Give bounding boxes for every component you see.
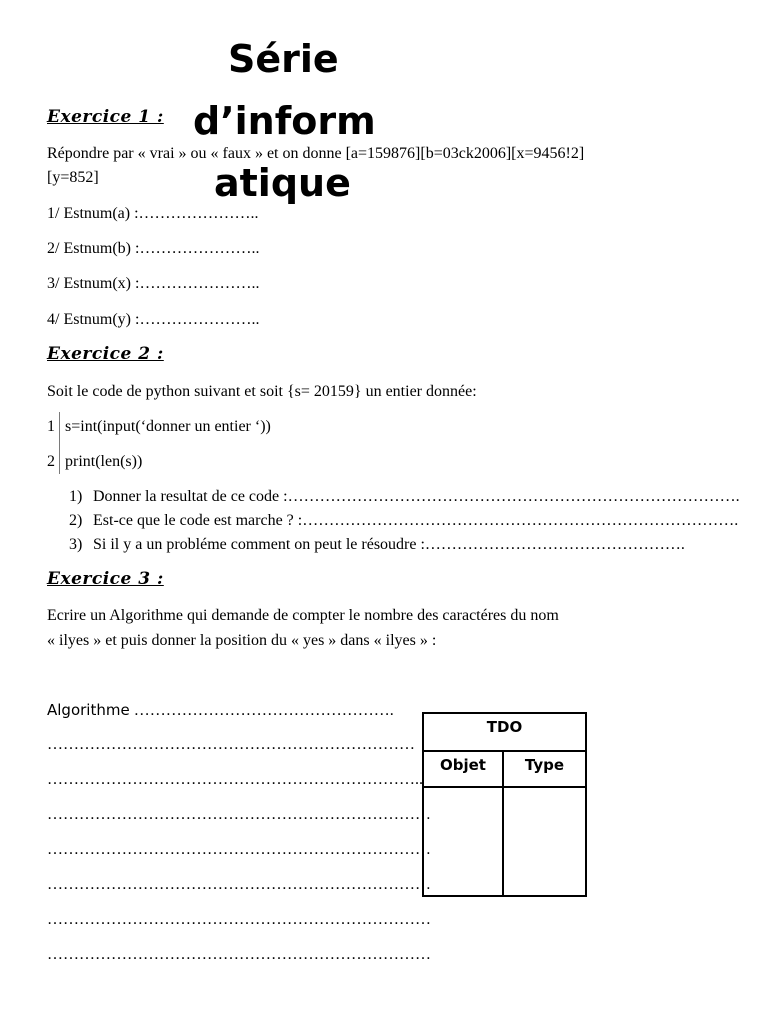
- algorithm-dot-line: ………………………………………………………………: [47, 841, 431, 858]
- algorithm-dot-line: ……………………………………………………………..: [47, 771, 423, 788]
- code-gutter-line: [59, 412, 60, 474]
- exercice-3-line-1: Ecrire un Algorithme qui demande de compter le nombre des caractéres du nom: [47, 607, 559, 624]
- title-line-2: d’inform: [193, 99, 376, 143]
- algorithm-dot-line: ………………………………………………………………: [47, 946, 431, 963]
- exercice-2-heading: Exercice 2 :: [47, 344, 164, 364]
- title-line-3: atique: [214, 161, 351, 205]
- algorithm-dots: ………………………………………….: [133, 702, 394, 719]
- exercice-1-intro-line-2: [y=852]: [47, 169, 99, 186]
- exercice-2-question-1-number: 1): [69, 488, 83, 505]
- tdo-cell-type-empty[interactable]: [504, 790, 585, 895]
- exercice-2-question-3-number: 3): [69, 536, 83, 553]
- tdo-cell-objet-empty[interactable]: [424, 790, 502, 895]
- exercice-1-heading: Exercice 1 :: [47, 107, 164, 127]
- tdo-column-objet: Objet: [440, 756, 486, 774]
- exercice-2-question-3: Si il y a un probléme comment on peut le résoudre :………………………………………….: [93, 536, 685, 553]
- tdo-table-divider: [424, 786, 585, 788]
- title-line-1: Série: [228, 37, 339, 81]
- tdo-table-title: TDO: [486, 718, 523, 736]
- code-line-number-1: 1: [47, 418, 55, 435]
- exercice-1-intro-line-1: Répondre par « vrai » ou « faux » et on donne [a=159876][b=03ck2006][x=9456!2]: [47, 145, 585, 162]
- exercice-2-question-2-number: 2): [69, 512, 83, 529]
- algorithm-dot-line: ……………………………………………………………: [47, 736, 415, 753]
- exercice-2-question-1: Donner la resultat de ce code :………………………………………………………………………….: [93, 488, 740, 505]
- exercice-2-question-2: Est-ce que le code est marche ? :……………………………………………………………………….: [93, 512, 739, 529]
- exercice-2-intro: Soit le code de python suivant et soit {s= 20159} un entier donnée:: [47, 383, 477, 400]
- algorithm-dot-line: ………………………………………………………………: [47, 911, 431, 928]
- code-line-1: s=int(input(‘donner un entier ‘)): [65, 418, 271, 435]
- exercice-3-line-2: « ilyes » et puis donner la position du « yes » dans « ilyes » :: [47, 632, 437, 649]
- algorithm-label: Algorithme: [47, 701, 130, 719]
- algorithm-header: [47, 701, 394, 720]
- code-line-2: print(len(s)): [65, 453, 143, 470]
- exercice-1-question-2: 2/ Estnum(b) :…………………..: [47, 240, 260, 257]
- exercice-3-heading: Exercice 3 :: [47, 569, 164, 589]
- exercice-1-question-4: 4/ Estnum(y) :…………………..: [47, 311, 260, 328]
- tdo-table: [422, 712, 587, 897]
- tdo-column-type: Type: [524, 756, 565, 774]
- tdo-table-divider: [424, 750, 585, 752]
- algorithm-dot-line: ………………………………………………………………: [47, 806, 431, 823]
- exercice-1-question-3: 3/ Estnum(x) :…………………..: [47, 275, 260, 292]
- code-line-number-2: 2: [47, 453, 55, 470]
- algorithm-dot-line: ………………………………………………………………: [47, 876, 431, 893]
- exercice-1-question-1: 1/ Estnum(a) :…………………..: [47, 205, 259, 222]
